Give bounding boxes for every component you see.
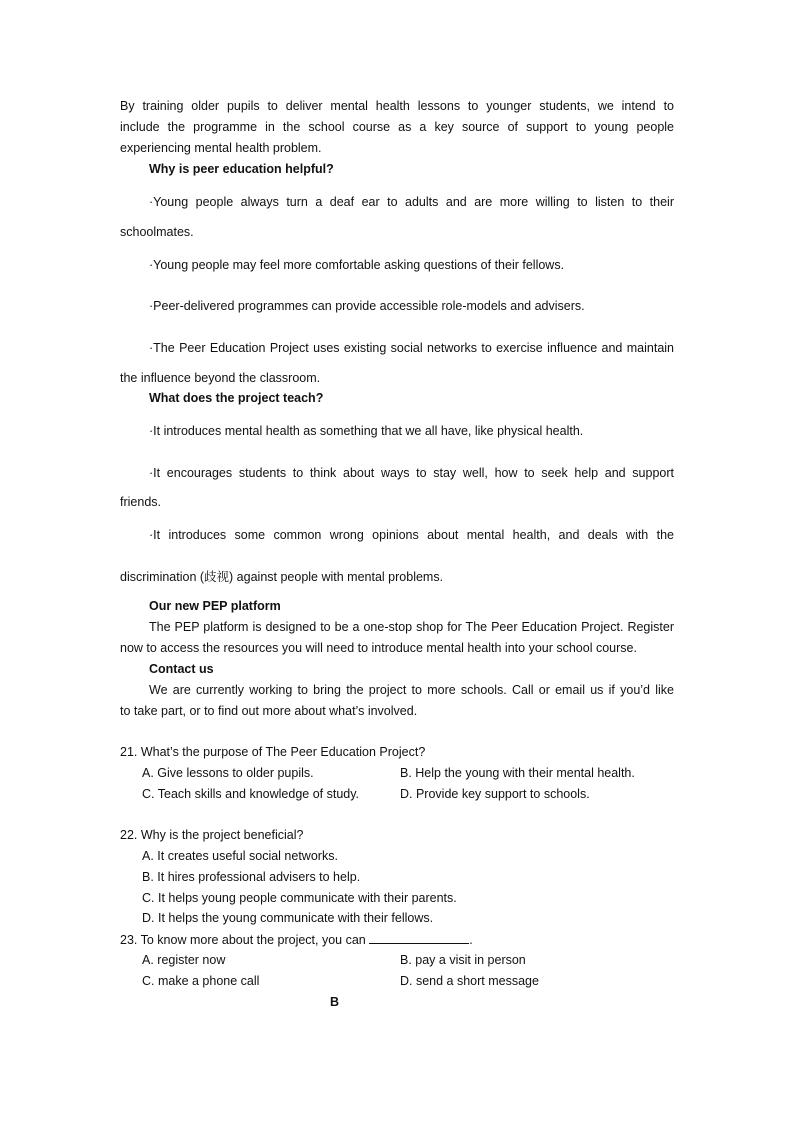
heading-contact-us: Contact us xyxy=(149,662,214,676)
intro-line-3: experiencing mental health problem. xyxy=(120,141,322,155)
teach-bullet-2-line-2: friends. xyxy=(120,495,161,509)
why-bullet-3: ·Peer-delivered programmes can provide accessible role-models and advisers. xyxy=(149,299,585,313)
teach-bullet-1: ·It introduces mental health as something that we all have, like physical health. xyxy=(149,424,584,438)
q23-answer-blank xyxy=(369,931,469,944)
q23-stem-end: . xyxy=(469,933,473,947)
why-bullet-4-line-1: ·The Peer Education Project uses existing social networks to exercise influence and maintain xyxy=(149,341,674,355)
why-bullet-1-line-1: ·Young people always turn a deaf ear to adults and are more willing to listen to their xyxy=(149,195,674,209)
q21-option-d: D. Provide key support to schools. xyxy=(400,787,590,801)
q23-option-a: A. register now xyxy=(142,953,226,967)
intro-line-2: include the programme in the school course as a key source of support to young people xyxy=(120,120,674,134)
why-bullet-4-line-2: the influence beyond the classroom. xyxy=(120,371,321,385)
q22-option-d: D. It helps the young communicate with their fellows. xyxy=(142,911,434,925)
intro-line-1: By training older pupils to deliver mental health lessons to younger students, we intend to xyxy=(120,99,674,113)
platform-line-1: The PEP platform is designed to be a one-stop shop for The Peer Education Project. Register xyxy=(149,620,674,634)
q22-option-b: B. It hires professional advisers to help. xyxy=(142,870,361,884)
teach-bullet-3-line-2: discrimination (歧视) against people with mental problems. xyxy=(120,570,444,584)
heading-project-teach: What does the project teach? xyxy=(149,391,324,405)
q22-option-c: C. It helps young people communicate with their parents. xyxy=(142,891,457,905)
q23-stem-line xyxy=(120,931,674,948)
teach-bullet-2-line-1: ·It encourages students to think about ways to stay well, how to seek help and support xyxy=(149,466,674,480)
q23-stem: 23. To know more about the project, you can xyxy=(120,933,366,947)
section-b-label: B xyxy=(330,995,340,1009)
platform-line-2: now to access the resources you will need to introduce mental health into your school course. xyxy=(120,641,637,655)
contact-line-1: We are currently working to bring the project to more schools. Call or email us if you’d like xyxy=(149,683,674,697)
q21-option-c: C. Teach skills and knowledge of study. xyxy=(142,787,360,801)
why-bullet-1-line-2: schoolmates. xyxy=(120,225,194,239)
contact-line-2: to take part, or to find out more about what’s involved. xyxy=(120,704,418,718)
q22-stem: 22. Why is the project beneficial? xyxy=(120,828,304,842)
q21-option-b: B. Help the young with their mental health. xyxy=(400,766,635,780)
heading-why-helpful: Why is peer education helpful? xyxy=(149,162,334,176)
teach-bullet-3-line-1: ·It introduces some common wrong opinions about mental health, and deals with the xyxy=(149,528,674,542)
q23-option-b: B. pay a visit in person xyxy=(400,953,526,967)
q21-option-a: A. Give lessons to older pupils. xyxy=(142,766,314,780)
q23-option-d: D. send a short message xyxy=(400,974,539,988)
q21-stem: 21. What’s the purpose of The Peer Education Project? xyxy=(120,745,426,759)
heading-pep-platform: Our new PEP platform xyxy=(149,599,281,613)
why-bullet-2: ·Young people may feel more comfortable asking questions of their fellows. xyxy=(149,258,565,272)
q22-option-a: A. It creates useful social networks. xyxy=(142,849,338,863)
q23-option-c: C. make a phone call xyxy=(142,974,260,988)
